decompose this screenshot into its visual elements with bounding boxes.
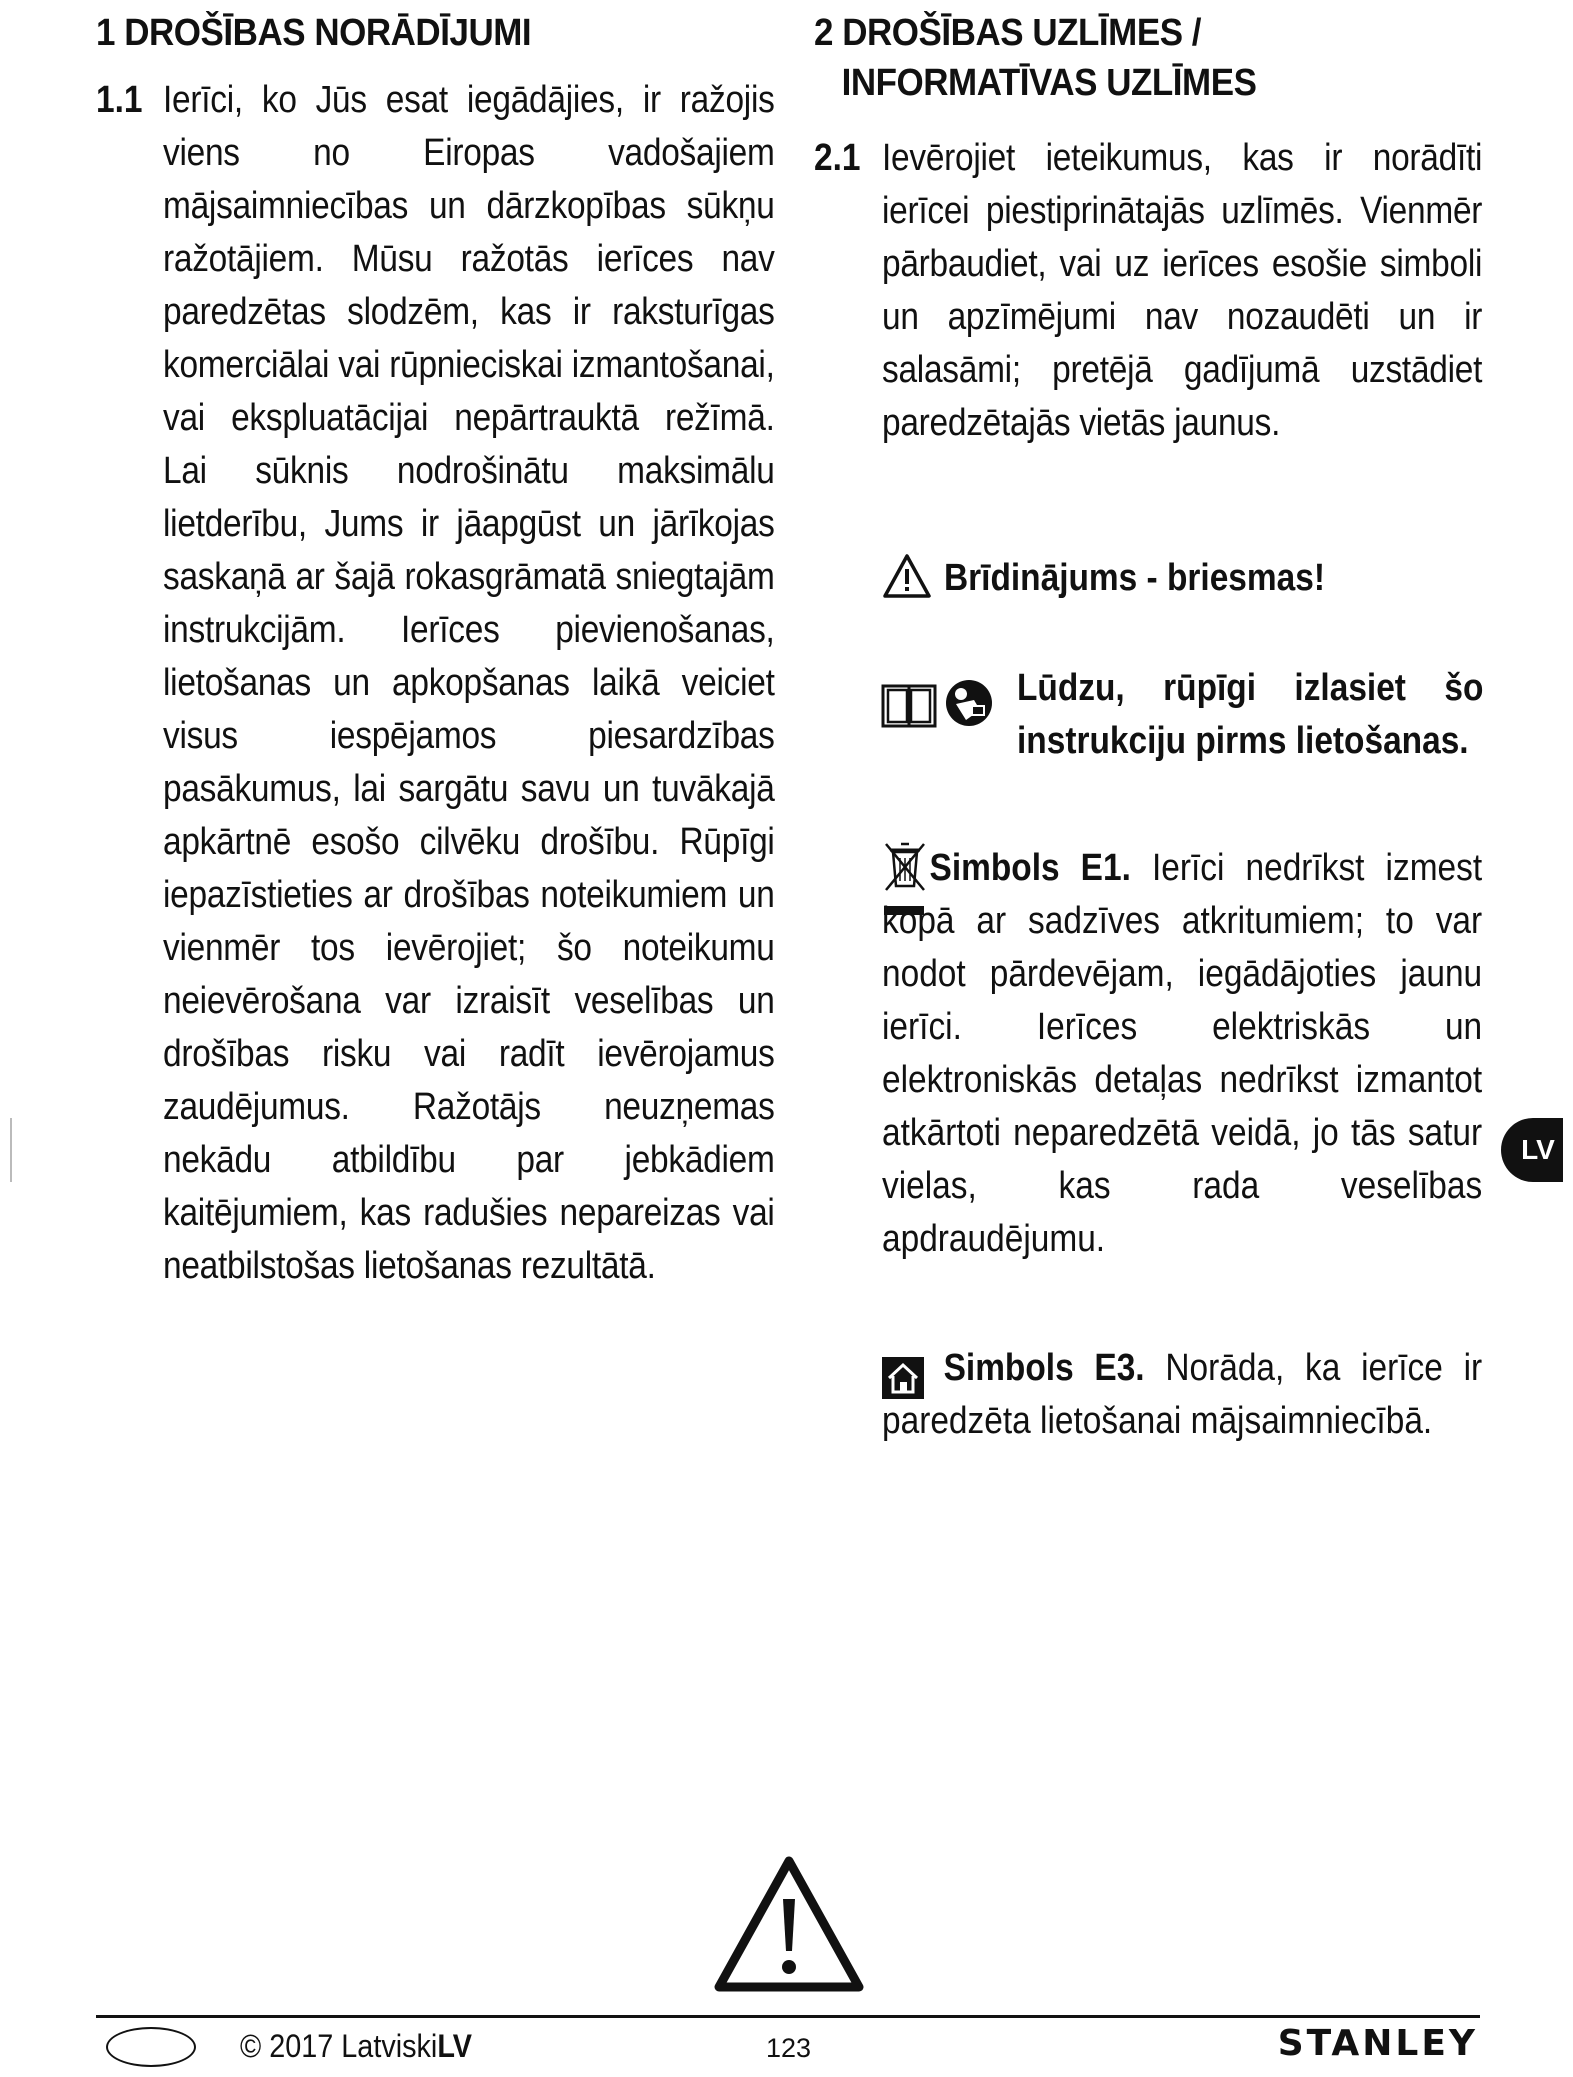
footer-rule <box>96 2015 1480 2018</box>
read-instructions-icon <box>944 676 994 730</box>
section2-heading-line1: 2 DROŠĪBAS UZLĪMES / <box>814 12 1202 54</box>
symbol-e3-label: Simbols E3. <box>943 1347 1145 1389</box>
footer-copyright <box>240 2024 472 2068</box>
section2-paragraph-text: Ievērojiet ieteikumus, kas ir norādīti ierīcei piestiprinātajās uzlīmēs. Vienmēr pārbaudiet, vai uz ierīces esošie simboli un apzīmējumi nav nozaudēti un ir salasāmi; pretējā gadījumā uzstādiet paredzētajās vietās jaunus. <box>882 137 1483 444</box>
section2-paragraph <box>882 132 1482 450</box>
symbol-e1-label: Simbols E1. <box>929 847 1131 889</box>
read-manual-text: Lūdzu, rūpīgi izlasiet šo instrukciju pirms lietošanas. <box>1017 667 1484 762</box>
logo-oval-outline <box>106 2027 196 2067</box>
footer-lang-code: LV <box>437 2028 472 2064</box>
section1-paragraph <box>163 74 774 1474</box>
language-tab: LV <box>1501 1118 1563 1182</box>
page-number: 123 <box>766 2033 812 2063</box>
left-margin-rule <box>10 1118 12 1182</box>
section2-item-number: 2.1 <box>814 137 861 179</box>
warning-text: Brīdinājums - briesmas! <box>944 557 1325 599</box>
symbol-e3-text: Norāda, ka ierīce ir paredzēta lietošanai mājsaimniecībā. <box>882 1347 1483 1442</box>
warning-triangle-icon <box>882 553 932 599</box>
section1-paragraph-text: Ierīci, ko Jūs esat iegādājies, ir ražojis viens no Eiropas vadošajiem mājsaimniecības un dārzkopības sūkņu ražotājiem. Mūsu ražotās ierīces nav paredzētas slodzēm, kas ir raksturīgas komerciālai vai rūpnieciskai izmantošanai, vai ekspluatācijai nepārtrauktā režīmā. Lai sūknis nodrošinātu maksimālu lietderību, Jums ir jāapgūst un jārīkojas saskaņā ar šajā rokasgrāmatā sniegtajām instrukcijām. Ierīces pievienošanas, lietošanas un apkopšanas laikā veiciet visus iespējamos piesardzības pasākumus, lai sargātu savu un tuvākajā apkārtnē esošo cilvēku drošību. Rūpīgi iepazīstieties ar drošības noteikumiem un vienmēr tos ievērojiet; šo noteikumu neievērošana var izraisīt veselības un drošības risku vai radīt ievērojamus zaudējumus. Ražotājs neuzņemas nekādu atbildību par jebkādiem kaitējumiem, kas radušies nepareizas vai neatbilstošas lietošanas rezultātā. <box>163 79 775 1287</box>
large-warning-triangle-icon <box>713 1855 865 1995</box>
section1-heading-text: 1 DROŠĪBAS NORĀDĪJUMI <box>96 12 532 54</box>
section1-heading <box>96 8 531 58</box>
open-book-icon <box>880 678 938 730</box>
symbol-e1-block <box>882 842 1482 1266</box>
brand-logo: STANLEY <box>1277 2023 1478 2064</box>
section2-heading-line2: INFORMATĪVAS UZLĪMES <box>841 62 1257 104</box>
section2-heading <box>814 8 1256 108</box>
section1-item-number: 1.1 <box>96 79 143 121</box>
symbol-e1-text: Ierīci nedrīkst izmest kopā ar sadzīves atkritumiem; to var nodot pārdevējam, iegādājoties jaunu ierīci. Ierīces elektriskās un elektroniskās detaļas nedrīkst izmantot atkārtoti neparedzētā veidā, jo tās satur vielas, kas rada veselības apdraudējumu. <box>882 847 1483 1260</box>
symbol-e3-block <box>882 1342 1482 1448</box>
footer-copyright-text: © 2017 Latviski <box>240 2028 438 2064</box>
